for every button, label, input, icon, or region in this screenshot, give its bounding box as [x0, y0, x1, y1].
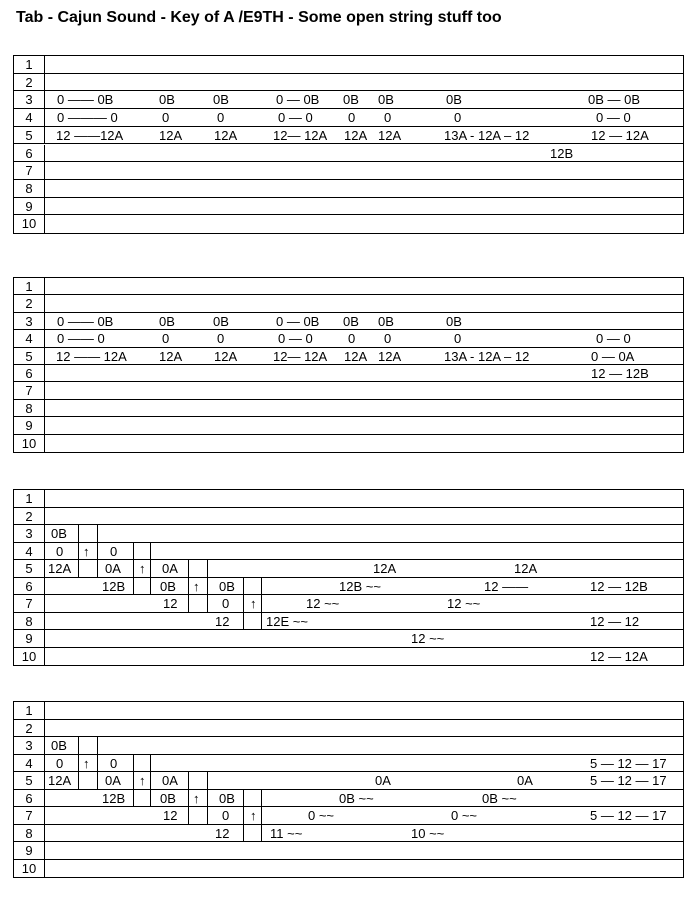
string-number: 4 — [14, 755, 45, 772]
tab-note: 0 — [348, 110, 356, 126]
string-number: 2 — [14, 720, 45, 737]
string-number: 2 — [14, 74, 45, 91]
string-row — [14, 74, 683, 92]
tab-staff-1 — [13, 55, 684, 234]
tab-note: 12E ~~ — [266, 613, 308, 629]
tab-note: 0B ~~ — [339, 790, 374, 806]
tab-note: 0 — 0 — [596, 110, 631, 126]
tab-note: 12A — [214, 348, 238, 364]
tab-note: 0 — [454, 110, 462, 126]
string-number: 6 — [14, 578, 45, 595]
pick-up-arrow-icon: ↑ — [139, 773, 146, 788]
tab-note: 12 —— — [484, 578, 529, 594]
tab-note: 0 —— 0B — [57, 92, 114, 108]
string-row — [14, 198, 683, 216]
tab-note: 0B — [213, 313, 229, 329]
tab-note: 0B — [213, 92, 229, 108]
tab-note: 10 ~~ — [411, 825, 445, 841]
tab-note: 0 — [162, 331, 170, 347]
string-row — [14, 180, 683, 198]
step-divider — [78, 525, 79, 578]
tab-note: 12 — 12B — [590, 578, 648, 594]
string-number: 7 — [14, 162, 45, 179]
step-divider — [150, 543, 151, 596]
string-row — [14, 417, 683, 434]
tab-note: 12 —— 12A — [56, 348, 127, 364]
string-number: 8 — [14, 180, 45, 197]
tab-note: 0 — [217, 331, 225, 347]
tab-note: 0B — [51, 526, 67, 541]
string-number: 4 — [14, 543, 45, 560]
tab-note: 0B — [446, 92, 462, 108]
string-number: 2 — [14, 295, 45, 311]
pick-up-arrow-icon: ↑ — [83, 755, 90, 771]
string-number: 6 — [14, 790, 45, 807]
tab-note: 12 ~~ — [447, 596, 481, 611]
string-row — [14, 595, 683, 613]
string-row — [14, 295, 683, 312]
tab-note: 12B ~~ — [339, 578, 381, 594]
tab-note: 0 — 0 — [278, 331, 313, 347]
tab-note: 0 — 0B — [276, 92, 320, 108]
string-number: 4 — [14, 330, 45, 346]
tab-note: 0 ——— 0 — [57, 110, 118, 126]
tab-note: 0 — [56, 543, 64, 559]
string-row — [14, 435, 683, 452]
tab-note: 0B — 0B — [588, 92, 641, 108]
tab-note: 0 — [217, 110, 225, 126]
string-number: 1 — [14, 56, 45, 73]
tab-note: 12A — [514, 561, 538, 576]
string-row — [14, 860, 683, 878]
tab-note: 0 — [110, 543, 118, 559]
tab-staff-3 — [13, 489, 684, 666]
step-divider — [207, 772, 208, 825]
string-number: 10 — [14, 860, 45, 878]
tab-note: 12A — [378, 348, 402, 364]
step-divider — [188, 560, 189, 613]
string-row — [14, 508, 683, 526]
step-divider — [261, 790, 262, 843]
string-number: 8 — [14, 400, 45, 416]
string-row — [14, 215, 683, 233]
string-row — [14, 382, 683, 399]
step-divider — [150, 755, 151, 808]
tab-note: 0A — [105, 773, 121, 788]
string-row — [14, 525, 683, 543]
tab-note: 12 — 12 — [590, 613, 640, 629]
string-row — [14, 737, 683, 755]
tab-note: 0B — [343, 313, 359, 329]
step-divider — [207, 560, 208, 613]
string-row — [14, 400, 683, 417]
tab-note: 12— 12A — [273, 127, 328, 143]
step-divider — [243, 790, 244, 843]
tab-note: 12A — [214, 127, 238, 143]
tab-note: 0 — [384, 110, 392, 126]
tab-note: 0A — [375, 773, 391, 788]
tab-note: 12B — [550, 145, 574, 161]
step-divider — [133, 543, 134, 596]
string-number: 7 — [14, 807, 45, 824]
tab-note: 0 — [222, 596, 230, 611]
string-row — [14, 630, 683, 648]
string-row — [14, 720, 683, 738]
tab-note: 0B — [219, 578, 235, 594]
string-number: 3 — [14, 525, 45, 542]
tab-note: 0 — [56, 755, 64, 771]
tab-note: 0 — [384, 331, 392, 347]
string-number: 5 — [14, 772, 45, 789]
tab-note: 12 — [215, 613, 230, 629]
string-number: 9 — [14, 417, 45, 433]
tab-note: 12B — [102, 790, 126, 806]
tab-note: 12A — [344, 127, 368, 143]
pick-up-arrow-icon: ↑ — [83, 543, 90, 559]
tab-staff-2 — [13, 277, 684, 453]
string-number: 9 — [14, 630, 45, 647]
tab-note: 0 — [454, 331, 462, 347]
tab-note: 12 ——12A — [56, 127, 124, 143]
string-row — [14, 490, 683, 508]
tab-note: 12 — 12B — [591, 366, 649, 381]
tab-note: 0A — [162, 561, 178, 576]
tab-note: 0A — [105, 561, 121, 576]
tab-note: 0B — [343, 92, 359, 108]
tab-note: 12 ~~ — [411, 631, 445, 646]
step-divider — [261, 578, 262, 631]
tab-note: 0 — [110, 755, 118, 771]
tab-note: 12 — 12A — [590, 648, 648, 664]
tab-note: 0 — [348, 331, 356, 347]
string-number: 5 — [14, 348, 45, 364]
tab-note: 0B — [160, 578, 176, 594]
step-divider — [97, 525, 98, 578]
string-number: 6 — [14, 365, 45, 381]
page-title: Tab - Cajun Sound - Key of A /E9TH - Some open string stuff too — [16, 9, 502, 26]
tab-note: 12A — [344, 348, 368, 364]
pick-up-arrow-icon: ↑ — [193, 578, 200, 594]
tab-note: 12A — [48, 773, 72, 788]
pick-up-arrow-icon: ↑ — [193, 790, 200, 806]
tab-note: 5 — 12 — 17 — [590, 755, 667, 771]
string-number: 1 — [14, 702, 45, 719]
string-number: 10 — [14, 215, 45, 233]
tab-note: 0 ~~ — [308, 808, 335, 823]
string-row — [14, 278, 683, 295]
tab-note: 0 —— 0 — [57, 331, 105, 347]
tab-note: 0 — 0B — [276, 313, 320, 329]
tab-note: 13A - 12A – 12 — [444, 348, 530, 364]
tab-note: 5 — 12 — 17 — [590, 773, 667, 788]
string-number: 3 — [14, 91, 45, 108]
tab-note: 0 ~~ — [451, 808, 478, 823]
string-row — [14, 842, 683, 860]
string-row — [14, 702, 683, 720]
tab-note: 5 — 12 — 17 — [590, 808, 667, 823]
string-number: 9 — [14, 842, 45, 859]
step-divider — [97, 737, 98, 790]
string-number: 8 — [14, 825, 45, 842]
string-number: 3 — [14, 737, 45, 754]
string-row — [14, 162, 683, 180]
tab-note: 0 —— 0B — [57, 313, 114, 329]
string-number: 5 — [14, 560, 45, 577]
string-number: 1 — [14, 278, 45, 294]
string-number: 6 — [14, 145, 45, 162]
string-row — [14, 613, 683, 631]
tab-note: 0B — [159, 313, 175, 329]
tab-note: 12 — [215, 825, 230, 841]
string-row — [14, 365, 683, 382]
tab-note: 12 ~~ — [306, 596, 340, 611]
tab-note: 12 — [163, 596, 178, 611]
tab-note: 0B — [160, 790, 176, 806]
tab-note: 12— 12A — [273, 348, 328, 364]
string-number: 4 — [14, 109, 45, 126]
tab-note: 0B — [446, 313, 462, 329]
tab-note: 12A — [378, 127, 402, 143]
string-number: 10 — [14, 435, 45, 452]
string-number: 5 — [14, 127, 45, 144]
string-row — [14, 145, 683, 163]
pick-up-arrow-icon: ↑ — [250, 596, 257, 611]
tab-note: 0B — [378, 313, 394, 329]
step-divider — [243, 578, 244, 631]
tab-note: 12 — [163, 808, 178, 823]
tab-note: 0B — [378, 92, 394, 108]
string-number: 8 — [14, 613, 45, 630]
string-row — [14, 648, 683, 666]
tab-note: 0 — [222, 808, 230, 823]
string-number: 10 — [14, 648, 45, 666]
tab-note: 12A — [48, 561, 72, 576]
tab-note: 0A — [162, 773, 178, 788]
string-number: 7 — [14, 382, 45, 398]
tab-note: 13A - 12A – 12 — [444, 127, 530, 143]
pick-up-arrow-icon: ↑ — [250, 808, 257, 823]
tab-note: 0B ~~ — [482, 790, 517, 806]
tab-note: 0 — 0 — [278, 110, 313, 126]
step-divider — [78, 737, 79, 790]
step-divider — [133, 755, 134, 808]
tab-note: 0 — 0 — [596, 331, 631, 347]
tab-note: 12 — 12A — [591, 127, 649, 143]
string-row — [14, 56, 683, 74]
tab-note: 0 — 0A — [591, 348, 635, 364]
string-row — [14, 807, 683, 825]
string-number: 3 — [14, 313, 45, 329]
string-number: 2 — [14, 508, 45, 525]
tab-note: 0A — [517, 773, 533, 788]
tab-staff-4 — [13, 701, 684, 878]
string-number: 9 — [14, 198, 45, 215]
tab-note: 0 — [162, 110, 170, 126]
tab-note: 12B — [102, 578, 126, 594]
tab-note: 0B — [219, 790, 235, 806]
step-divider — [188, 772, 189, 825]
tab-note: 0B — [159, 92, 175, 108]
pick-up-arrow-icon: ↑ — [139, 561, 146, 576]
tab-note: 12A — [159, 127, 183, 143]
string-row — [14, 825, 683, 843]
string-number: 1 — [14, 490, 45, 507]
tab-note: 0B — [51, 738, 67, 753]
tab-note: 11 ~~ — [270, 825, 303, 841]
tab-note: 12A — [159, 348, 183, 364]
tab-note: 12A — [373, 561, 397, 576]
string-number: 7 — [14, 595, 45, 612]
